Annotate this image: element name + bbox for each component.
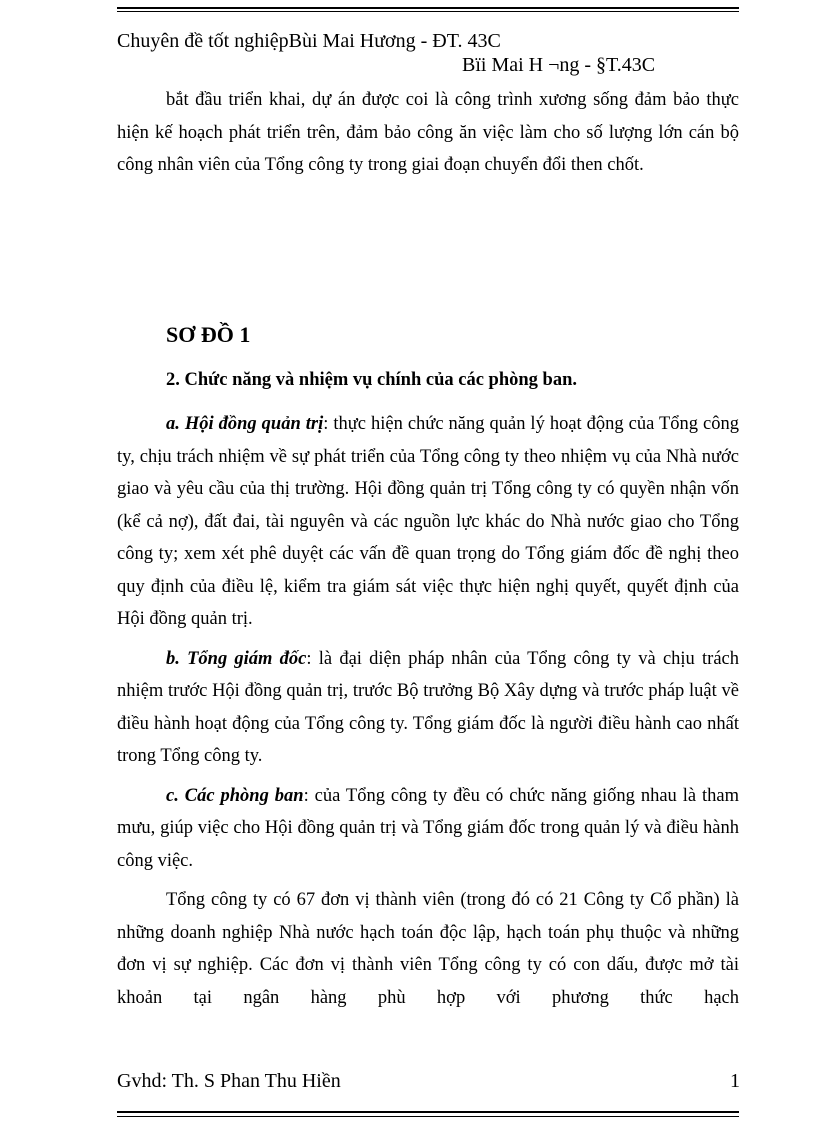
header-title: Chuyên đề tốt nghiệpBùi Mai Hương - ĐT. 43C (117, 30, 501, 52)
functions-block (117, 408, 739, 1014)
item-departments-text: : của Tổng công ty đều có chức năng giống nhau là tham mưu, giúp việc cho Hội đồng quản trị và Tổng giám đốc trong quản lý và điều hành công việc. (117, 785, 739, 871)
final-paragraph: Tổng công ty có 67 đơn vị thành viên (trong đó có 21 Công ty Cổ phần) là những doanh nghiệp Nhà nước hạch toán độc lập, hạch toán phụ thuộc và những đơn vị sự nghiệp. Các đơn vị thành viên Tổng công ty có con dấu, được mở tài khoản tại ngân hàng phù hợp với phương thức hạch (117, 890, 739, 1008)
item-board-label: a. Hội đồng quản trị (166, 414, 324, 434)
item-board-text: : thực hiện chức năng quản lý hoạt động của Tổng công ty, chịu trách nhiệm về sự phát triển của Tổng công ty theo nhiệm vụ của Nhà nước giao và yêu cầu của thị trường. Hội đồng quản trị Tổng công ty có quyền nhận vốn (kể cả nợ), đất đai, tài nguyên và các nguồn lực khác do Nhà nước giao cho Tổng công ty; xem xét phê duyệt các vấn đề quan trọng do Tổng giám đốc đề nghị theo quy định của điều lệ, kiểm tra giám sát việc thực hiện nghị quyết, quyết định của Hội đồng quản trị. (117, 414, 739, 629)
page-number: 1 (730, 1070, 740, 1092)
item-departments (117, 780, 739, 878)
item-director (117, 643, 739, 773)
item-board (117, 408, 739, 636)
footer-rule-top (117, 1111, 739, 1113)
footer-rule-bottom (117, 1116, 739, 1117)
section-title: SƠ ĐỒ 1 (166, 322, 251, 347)
header-author: Bïi Mai H ¬ng - §T.43C (462, 54, 656, 76)
intro-paragraph: bắt đầu triển khai, dự án được coi là công trình xương sống đảm bảo thực hiện kế hoạch phát triển trên, đảm bảo công ăn việc làm cho số lượng lớn cán bộ công nhân viên của Tổng công ty trong giai đoạn chuyển đổi then chốt. (117, 90, 739, 175)
header-rule-bottom (117, 11, 739, 12)
item-director-text: : là đại diện pháp nhân của Tổng công ty và chịu trách nhiệm trước Hội đồng quản trị, trước Bộ trưởng Bộ Xây dựng và trước pháp luật về điều hành hoạt động của Tổng công ty. Tổng giám đốc là người điều hành cao nhất trong Tổng công ty. (117, 648, 739, 766)
intro-block (117, 84, 739, 182)
subsection-title: 2. Chức năng và nhiệm vụ chính của các phòng ban. (166, 370, 578, 390)
item-departments-label: c. Các phòng ban (166, 785, 304, 806)
item-director-label: b. Tổng giám đốc (166, 648, 307, 669)
footer-advisor: Gvhd: Th. S Phan Thu Hiền (117, 1070, 341, 1092)
header-rule-top (117, 7, 739, 9)
